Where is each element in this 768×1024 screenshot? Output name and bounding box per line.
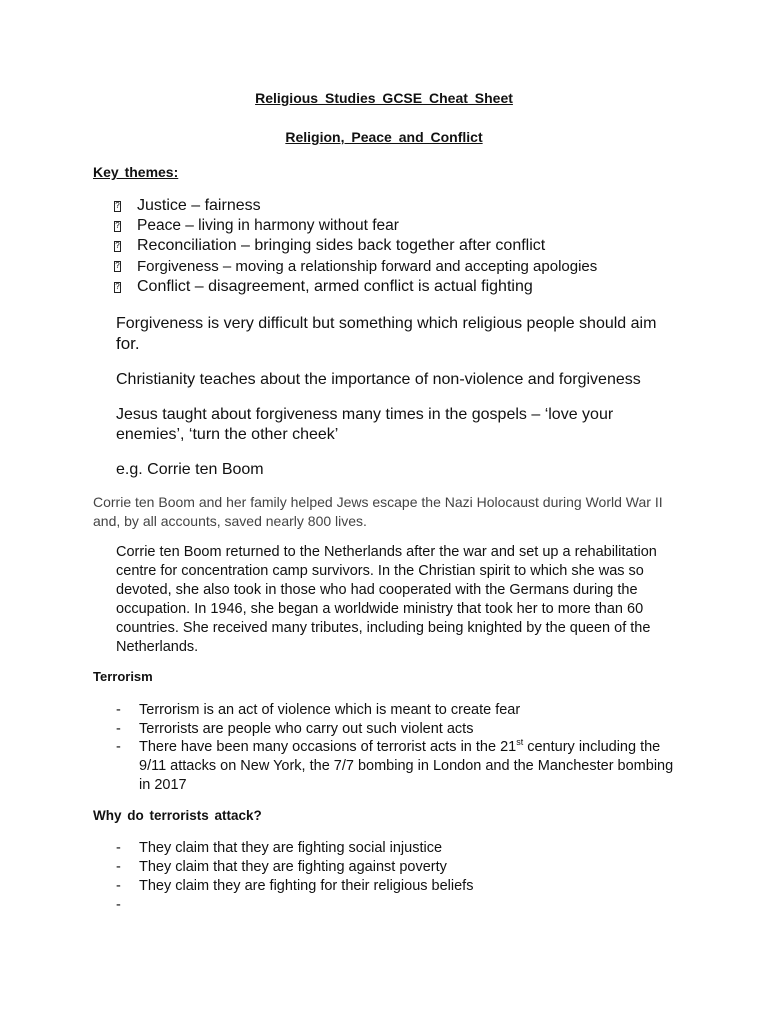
document-subtitle: Religion, Peace and Conflict (285, 129, 483, 145)
document-title: Religious Studies GCSE Cheat Sheet (255, 90, 513, 106)
theme-text: Reconciliation – bringing sides back together after conflict (137, 237, 546, 254)
terrorism-point (116, 720, 676, 739)
dash-marker: - (116, 859, 121, 875)
theme-text: Justice – fairness (137, 197, 261, 214)
terrorism-point-text: Terrorism is an act of violence which is meant to create fear (139, 702, 521, 718)
theme-item-justice (114, 197, 261, 215)
example-line: e.g. Corrie ten Boom (116, 461, 264, 478)
missing-glyph-icon (114, 221, 121, 232)
theme-text: Conflict – disagreement, armed conflict is actual fighting (137, 278, 533, 295)
jesus-line2: enemies’, ‘turn the other cheek’ (116, 426, 339, 443)
terrorism-point3-post: century including the 9/11 attacks on New York, the 7/7 bombing in London and the Manchester bombing in 2017 (139, 739, 674, 793)
terrorism-point-text (139, 738, 676, 795)
terrorism-point (116, 701, 676, 720)
theme-text: Forgiveness – moving a relationship forward and accepting apologies (137, 258, 598, 275)
why-point (116, 839, 676, 858)
forgiveness-line2: for. (116, 334, 140, 353)
theme-item-forgiveness (114, 258, 597, 275)
missing-glyph-icon (114, 241, 121, 252)
dash-marker: - (116, 721, 121, 737)
terrorism-point3-pre: There have been many occasions of terrorist acts in the 21 (139, 739, 517, 755)
terrorism-heading: Terrorism (93, 669, 153, 684)
christianity-paragraph: Christianity teaches about the importance of non-violence and forgiveness (116, 371, 641, 388)
dash-marker: - (116, 840, 121, 856)
dash-marker: - (116, 702, 121, 718)
missing-glyph-icon (114, 282, 121, 293)
terrorism-point (116, 738, 676, 795)
theme-item-reconciliation (114, 237, 545, 255)
ordinal-suffix: st (516, 737, 524, 748)
why-point-text: They claim that they are fighting against poverty (139, 859, 447, 875)
forgiveness-line1: Forgiveness is very difficult but something which religious people should aim (116, 315, 657, 332)
theme-text: Peace – living in harmony without fear (137, 217, 399, 234)
corrie-intro: Corrie ten Boom and her family helped Jews escape the Nazi Holocaust during World War II and, by all accounts, saved nearly 800 lives. (93, 494, 663, 529)
missing-glyph-icon (114, 261, 121, 272)
dash-marker: - (116, 878, 121, 894)
jesus-line1: Jesus taught about forgiveness many times in the gospels – ‘love your (116, 406, 614, 423)
theme-item-peace (114, 217, 399, 235)
why-point-text: They claim they are fighting for their religious beliefs (139, 878, 474, 894)
why-point (116, 877, 676, 896)
theme-item-conflict (114, 278, 533, 296)
terrorism-point-text: Terrorists are people who carry out such violent acts (139, 721, 474, 737)
dash-marker: - (116, 739, 121, 755)
why-point-text: They claim that they are fighting social injustice (139, 840, 443, 856)
missing-glyph-icon (114, 201, 121, 212)
why-point (116, 858, 676, 877)
key-themes-heading: Key themes: (93, 164, 179, 180)
why-heading: Why do terrorists attack? (93, 808, 262, 823)
dash-marker: - (116, 897, 121, 913)
corrie-detail: Corrie ten Boom returned to the Netherlands after the war and set up a rehabilitation centre for concentration camp survivors. In the Christian spirit to which she was so devoted, she also took in those who had cooperated with the Germans during the occupation. In 1946, she began a worldwide ministry that took her to more than 60 countries. She received many tributes, including being knighted by the queen of the Netherlands. (116, 544, 657, 655)
